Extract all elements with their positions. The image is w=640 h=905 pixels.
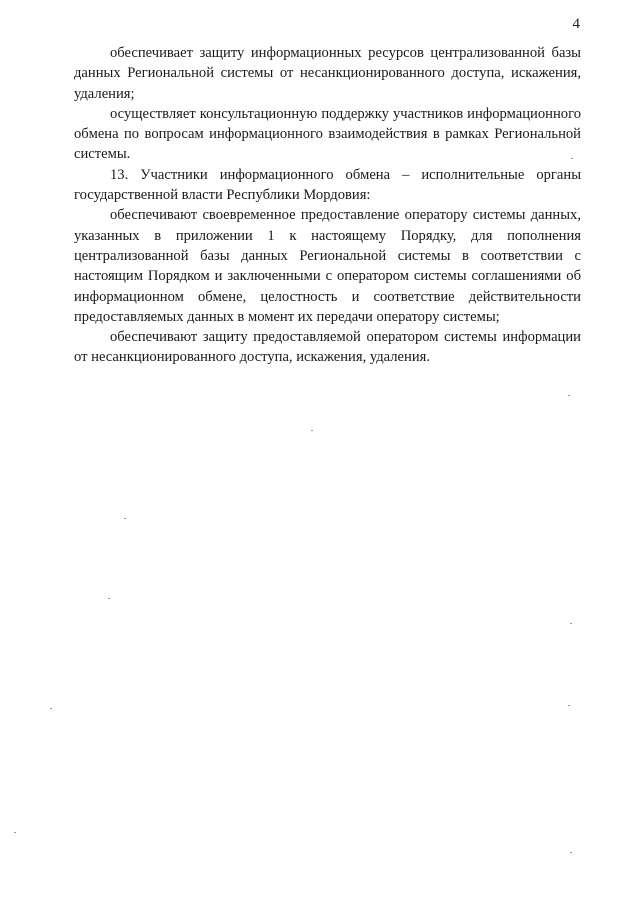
paragraph-section-13: 13. Участники информационного обмена – исполнительные органы государственной власти Республики Мордовия: bbox=[74, 166, 581, 204]
scan-speck bbox=[124, 518, 126, 519]
paragraph-timely-provision: обеспечивают своевременное предоставление оператору системы данных, указанных в приложении 1 к настоящему Порядку, для пополнения централизованной базы данных Региональной системы в соответствии с настоящим Порядком и заключенными с оператором системы соглашениями об информационном обмене, целостность и соответствие действительности предоставляемых данных в момент их передачи оператору системы; bbox=[74, 207, 581, 325]
paragraph-consulting-support: осуществляет консультационную поддержку участников информационного обмена по вопросам информационного взаимодействия в рамках Региональной системы. bbox=[74, 105, 581, 163]
scan-speck bbox=[570, 623, 572, 624]
scan-speck bbox=[14, 832, 16, 833]
paragraph-information-protection: обеспечивают защиту предоставляемой оператором системы информации от несанкционированного доступа, искажения, удаления. bbox=[74, 329, 581, 366]
page-number: 4 bbox=[572, 16, 580, 32]
scan-speck bbox=[311, 430, 313, 431]
scan-speck bbox=[568, 395, 570, 396]
scan-speck bbox=[108, 598, 110, 599]
document-body bbox=[74, 43, 581, 368]
scan-speck bbox=[570, 852, 572, 853]
scan-speck bbox=[568, 705, 570, 706]
scan-speck bbox=[571, 158, 573, 159]
scan-speck bbox=[50, 708, 52, 709]
paragraph-data-protection: обеспечивает защиту информационных ресурсов централизованной базы данных Региональной системы от несанкционированного доступа, искажения, удаления; bbox=[74, 45, 581, 102]
